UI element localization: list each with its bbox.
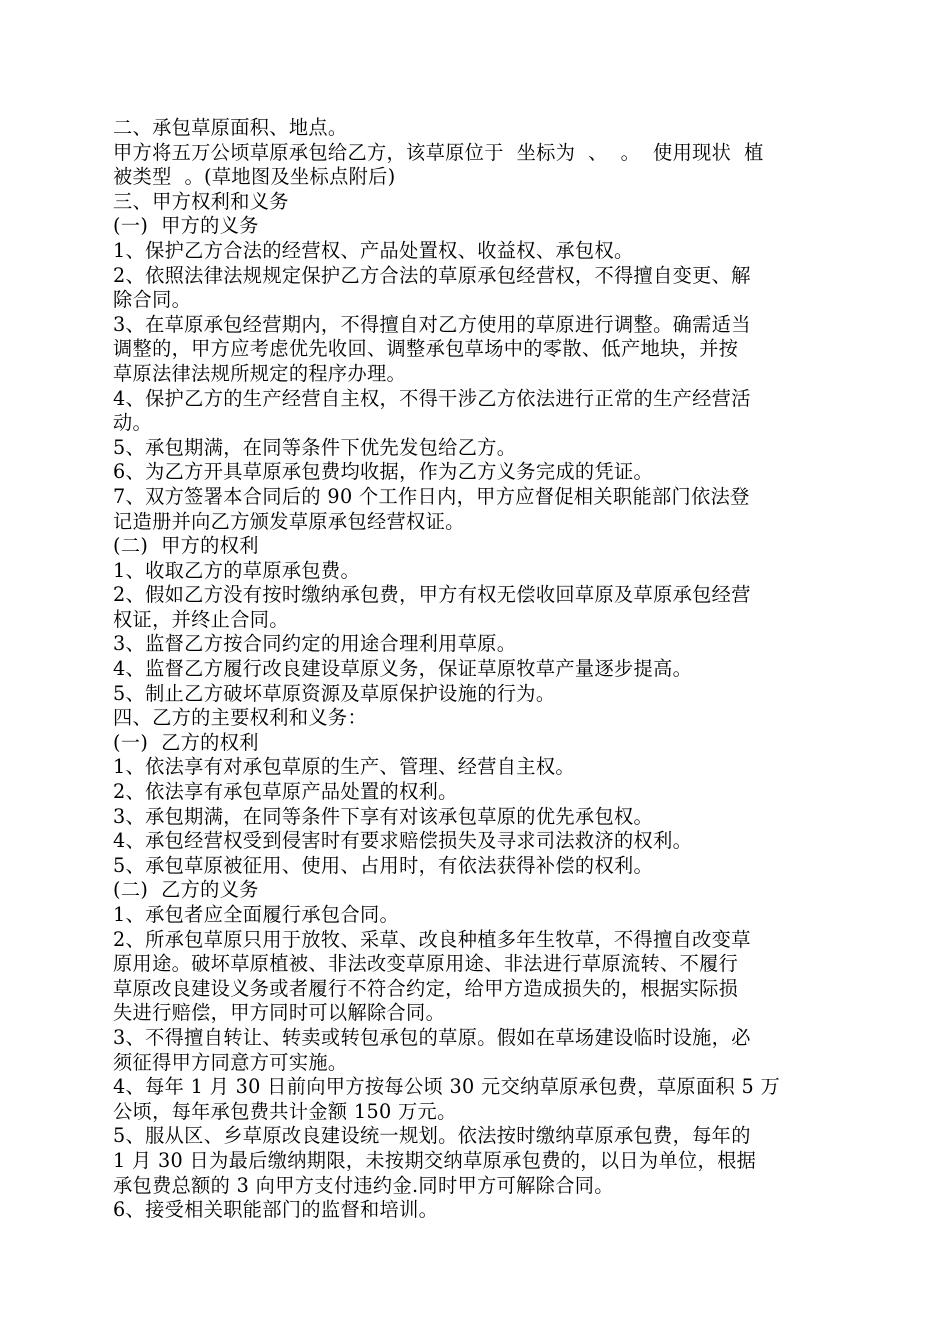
text-line: 6、接受相关职能部门的监督和培训。 [113, 1198, 439, 1222]
text-line: 1、依法享有对承包草原的生产、管理、经营自主权。 [113, 755, 575, 779]
text-line: 失进行赔偿，甲方同时可以解除合同。 [113, 1001, 446, 1025]
text-line: 动。 [113, 411, 153, 435]
text-line: 三、甲方权利和义务 [113, 189, 289, 213]
text-line: 记造册并向乙方颁发草原承包经营权证。 [113, 509, 465, 533]
text-line: 承包费总额的 3 向甲方支付违约金.同时甲方可解除合同。 [113, 1173, 614, 1197]
document-body [113, 116, 841, 1223]
text-line: 4、承包经营权受到侵害时有要求赔偿损失及寻求司法救济的权利。 [113, 829, 693, 853]
text-line: 3、在草原承包经营期内，不得擅自对乙方使用的草原进行调整。确需适当 [113, 312, 751, 336]
text-line: (二) 乙方的义务 [113, 878, 259, 902]
text-line: 权证，并终止合同。 [113, 607, 289, 631]
text-line: 1 月 30 日为最后缴纳期限，未按期交纳草原承包费的，以日为单位，根据 [113, 1148, 757, 1172]
text-line: 6、为乙方开具草原承包费均收据，作为乙方义务完成的凭证。 [113, 460, 654, 484]
text-line: 3、不得擅自转让、转卖或转包承包的草原。假如在草场建设临时设施，必 [113, 1025, 751, 1049]
text-line: 须征得甲方同意方可实施。 [113, 1050, 348, 1074]
text-line: 公顷，每年承包费共计金额 150 万元。 [113, 1099, 457, 1123]
text-line: 5、服从区、乡草原改良建设统一规划。依法按时缴纳草原承包费，每年的 [113, 1124, 751, 1148]
text-line: 2、假如乙方没有按时缴纳承包费，甲方有权无偿收回草原及草原承包经营 [113, 583, 751, 607]
text-line: 5、承包期满，在同等条件下优先发包给乙方。 [113, 435, 517, 459]
text-line: 1、收取乙方的草原承包费。 [113, 558, 361, 582]
text-line: 4、监督乙方履行改良建设草原义务，保证草原牧草产量逐步提高。 [113, 657, 693, 681]
text-line: 1、保护乙方合法的经营权、产品处置权、收益权、承包权。 [113, 238, 634, 262]
text-line: 2、依法享有承包草原产品处置的权利。 [113, 780, 458, 804]
text-line: 甲方将五万公顷草原承包给乙方，该草原位于 坐标为 、 。 使用现状 植 [113, 140, 764, 164]
text-line: 4、保护乙方的生产经营自主权，不得干涉乙方依法进行正常的生产经营活 [113, 386, 751, 410]
text-line: (一) 乙方的权利 [113, 730, 259, 754]
text-line: 5、制止乙方破坏草原资源及草原保护设施的行为。 [113, 681, 556, 705]
text-line: 二、承包草原面积、地点。 [113, 116, 348, 139]
text-line: 3、承包期满，在同等条件下享有对该承包草原的优先承包权。 [113, 804, 654, 828]
text-line: 2、依照法律法规规定保护乙方合法的草原承包经营权，不得擅自变更、解 [113, 263, 751, 287]
text-line: (二) 甲方的权利 [113, 534, 259, 558]
text-line: 1、承包者应全面履行承包合同。 [113, 903, 400, 926]
text-line: 原用途。破坏草原植被、非法改变草原用途、非法进行草原流转、不履行 [113, 952, 739, 976]
text-line: 2、所承包草原只用于放牧、采草、改良种植多年生牧草，不得擅自改变草 [113, 927, 751, 951]
text-line: (一) 甲方的义务 [113, 214, 259, 238]
text-line: 四、乙方的主要权利和义务： [113, 706, 367, 730]
text-line: 草原法律法规所规定的程序办理。 [113, 361, 407, 385]
text-line: 7、双方签署本合同后的 90 个工作日内，甲方应督促相关职能部门依法登 [113, 484, 750, 508]
text-line: 被类型 。(草地图及坐标点附后) [113, 165, 396, 189]
text-line: 除合同。 [113, 288, 192, 312]
text-line: 草原改良建设义务或者履行不符合约定，给甲方造成损失的，根据实际损 [113, 976, 739, 1000]
text-line: 4、每年 1 月 30 日前向甲方按每公顷 30 元交纳草原承包费，草原面积 5 万 [113, 1075, 781, 1099]
text-line: 5、承包草原被征用、使用、占用时，有依法获得补偿的权利。 [113, 853, 654, 877]
text-line: 调整的，甲方应考虑优先收回、调整承包草场中的零散、低产地块，并按 [113, 337, 739, 361]
text-line: 3、监督乙方按合同约定的用途合理利用草原。 [113, 632, 517, 656]
